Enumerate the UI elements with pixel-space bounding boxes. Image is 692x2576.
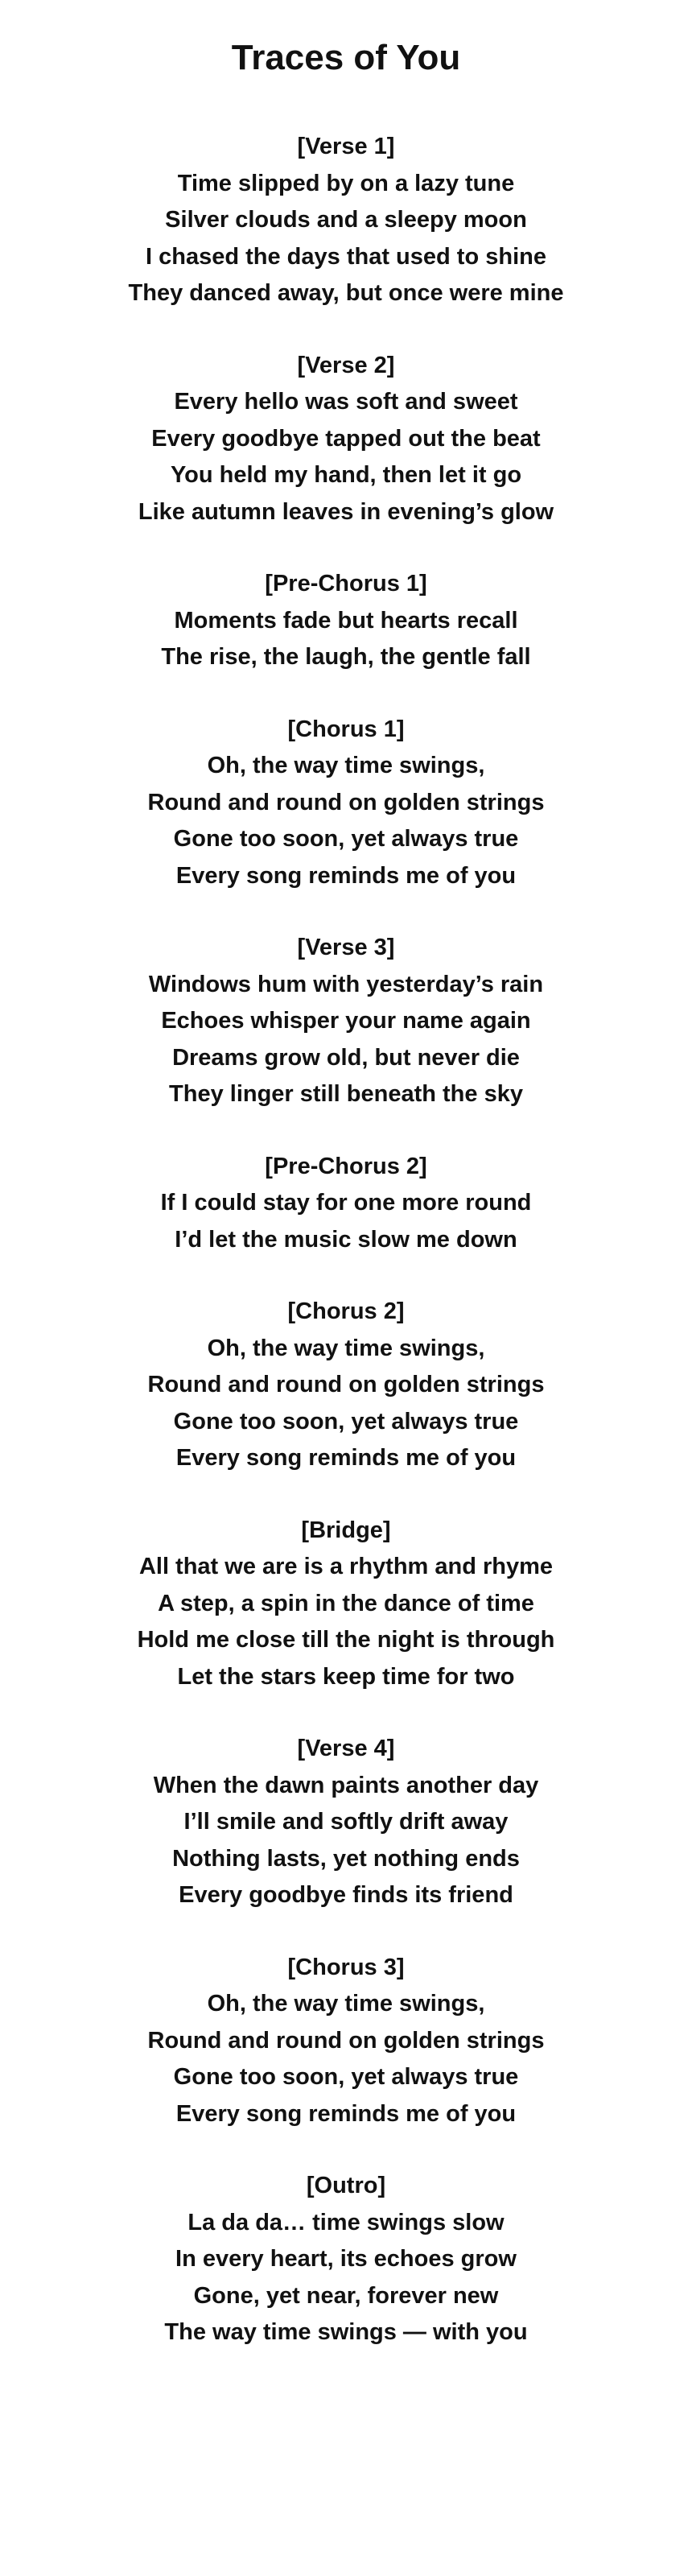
lyric-line: I chased the days that used to shine — [146, 243, 546, 270]
lyric-line: Every goodbye finds its friend — [179, 1882, 513, 1908]
lyric-line: Gone, yet near, forever new — [193, 2282, 499, 2309]
lyric-line: Every goodbye tapped out the beat — [151, 425, 541, 452]
lyric-section — [0, 1513, 692, 1696]
lyric-line: They linger still beneath the sky — [169, 1081, 523, 1107]
lyric-line: I’d let the music slow me down — [175, 1226, 517, 1253]
lyric-line: Moments fade but hearts recall — [174, 607, 518, 634]
lyric-line: Like autumn leaves in evening’s glow — [138, 498, 554, 525]
section-label: [Verse 1] — [297, 134, 395, 159]
section-label: [Pre-Chorus 1] — [265, 571, 427, 597]
section-label: [Outro] — [306, 2173, 386, 2198]
section-label: [Chorus 2] — [287, 1298, 405, 1324]
lyric-line: Dreams grow old, but never die — [172, 1044, 520, 1071]
lyric-line: Every song reminds me of you — [175, 2100, 517, 2127]
lyric-section — [0, 712, 692, 895]
lyric-line: They danced away, but once were mine — [128, 280, 564, 306]
lyric-section — [0, 348, 692, 531]
lyric-line: Echoes whisper your name again — [161, 1008, 531, 1034]
lyric-section — [0, 566, 692, 676]
lyric-line: Gone too soon, yet always true — [173, 2064, 519, 2090]
lyric-line: In every heart, its echoes grow — [175, 2246, 517, 2272]
lyric-line: Every song reminds me of you — [175, 1445, 517, 1471]
lyric-line: A step, a spin in the dance of time — [158, 1590, 534, 1616]
lyric-line: Hold me close till the night is through — [137, 1627, 555, 1653]
lyric-section — [0, 1149, 692, 1259]
lyric-line: If I could stay for one more round — [160, 1190, 532, 1216]
lyric-section — [0, 1950, 692, 2133]
lyric-line: Let the stars keep time for two — [177, 1663, 515, 1690]
lyric-line: Nothing lasts, yet nothing ends — [172, 1845, 520, 1872]
lyric-section — [0, 1731, 692, 1914]
lyric-line: Gone too soon, yet always true — [173, 826, 519, 852]
section-label: [Pre-Chorus 2] — [265, 1153, 427, 1179]
lyric-section — [0, 930, 692, 1113]
lyric-line: When the dawn paints another day — [153, 1772, 539, 1798]
lyric-line: Silver clouds and a sleepy moon — [165, 207, 527, 233]
lyric-line: Round and round on golden strings — [147, 789, 545, 815]
section-label: [Chorus 3] — [287, 1954, 405, 1980]
lyric-section — [0, 129, 692, 312]
lyric-line: All that we are is a rhythm and rhyme — [138, 1554, 554, 1579]
section-label: [Verse 3] — [297, 935, 395, 960]
lyric-line: Round and round on golden strings — [147, 2027, 545, 2054]
lyric-line: Round and round on golden strings — [147, 1372, 545, 1397]
lyric-line: Every song reminds me of you — [175, 862, 517, 889]
lyric-line: Every hello was soft and sweet — [174, 389, 518, 415]
lyric-line: The rise, the laugh, the gentle fall — [161, 644, 531, 670]
lyric-line: I’ll smile and softly drift away — [183, 1809, 509, 1835]
lyric-line: Oh, the way time swings, — [207, 753, 485, 778]
lyric-line: Windows hum with yesterday’s rain — [148, 971, 544, 997]
lyric-line: La da da… time swings slow — [187, 2209, 505, 2235]
lyric-line: Oh, the way time swings, — [207, 1991, 485, 2017]
lyrics-body — [0, 129, 692, 2351]
lyric-line: You held my hand, then let it go — [170, 462, 522, 488]
song-title: Traces of You — [231, 38, 461, 77]
lyric-line: Gone too soon, yet always true — [173, 1408, 519, 1435]
lyric-line: Time slipped by on a lazy tune — [177, 170, 515, 196]
section-label: [Chorus 1] — [287, 716, 405, 742]
lyric-line: The way time swings — with you — [164, 2319, 528, 2345]
lyric-line: Oh, the way time swings, — [207, 1335, 485, 1361]
lyric-section — [0, 1294, 692, 1477]
section-label: [Verse 4] — [297, 1736, 395, 1761]
lyric-section — [0, 2168, 692, 2351]
section-label: [Bridge] — [301, 1517, 391, 1543]
section-label: [Verse 2] — [297, 352, 395, 378]
